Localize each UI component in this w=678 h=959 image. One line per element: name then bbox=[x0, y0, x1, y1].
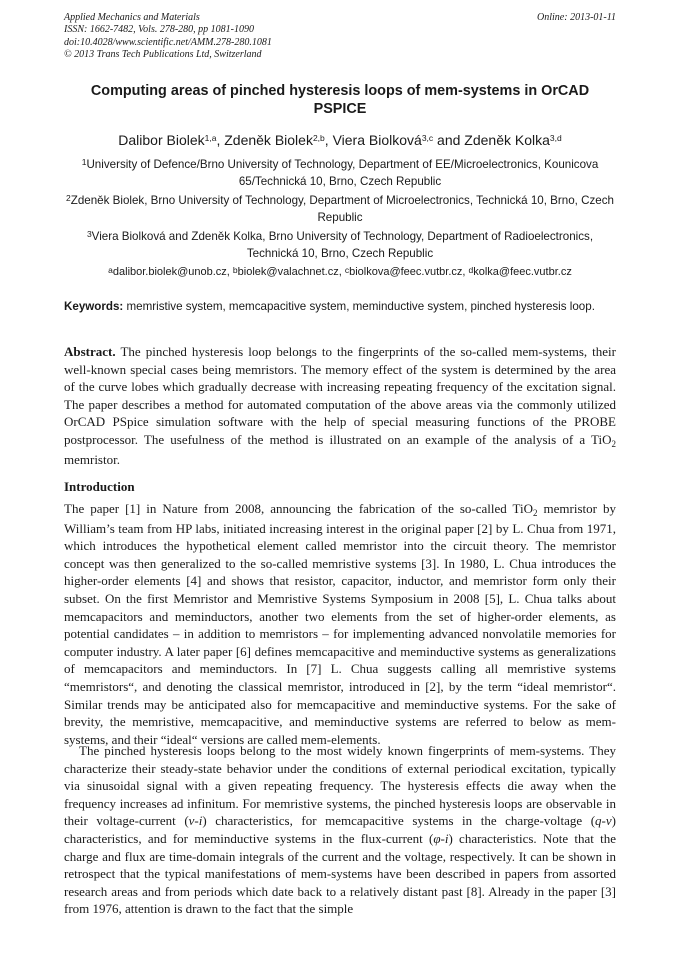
paragraph-text: ) characteristics. Note that the charge and flux are time-domain integrals of the current and the voltage, respectively. It can be shown in retrospect that the typical manifestations of mem-systems have been described in papers from assorted research areas and from periods which date back to a relatively distant past [8]. Already in the paper [3] from 1976, attention is drawn to the fact that the simple bbox=[64, 830, 616, 917]
math-qv: q-v bbox=[595, 813, 612, 829]
author-separator: , bbox=[216, 132, 225, 148]
keywords-text: memristive system, memcapacitive system, meminductive system, pinched hysteresis loop. bbox=[126, 300, 595, 313]
email-list: $^a$dalibor.biolek@unob.cz, $^b$biolek@valachnet.cz, $^c$biolkova@feec.vutbr.cz, $^d$kolka@feec.vutbr.cz bbox=[108, 265, 572, 278]
subscript: 2 bbox=[611, 438, 616, 449]
journal-doi: doi:10.4028/www.scientific.net/AMM.278-280.1081 bbox=[64, 36, 272, 48]
paragraph-text: ) characteristics, for memcapacitive systems in the charge-voltage ( bbox=[202, 813, 596, 829]
paragraph-text: ) characteristics, and for meminductive systems in the flux-current ( bbox=[64, 813, 616, 846]
affiliation-2 bbox=[64, 192, 616, 226]
email-link[interactable]: biolkova@feec.vutbr.cz bbox=[349, 266, 463, 278]
keywords bbox=[64, 298, 616, 315]
email-link[interactable]: kolka@feec.vutbr.cz bbox=[473, 266, 572, 278]
email-superscript: b bbox=[232, 265, 238, 275]
author-superscript: 2,b bbox=[312, 133, 325, 143]
intro-paragraph-1 bbox=[64, 500, 616, 748]
paragraph-text: The paper [1] in Nature from 2008, announcing the fabrication of the so-called TiO bbox=[64, 501, 534, 516]
intro-paragraph-2 bbox=[64, 742, 616, 918]
affiliation-text: Viera Biolková and Zdeněk Kolka, Brno University of Technology, Department of Radioelectronics, Technická 10, Brno, Czech Republic bbox=[91, 230, 594, 260]
keywords-label: Keywords: bbox=[64, 300, 124, 313]
journal-name: Applied Mechanics and Materials bbox=[64, 12, 200, 23]
math-phi-i: φ-i bbox=[433, 830, 449, 846]
author-superscript: 3,c bbox=[421, 133, 434, 143]
author-superscript: 3,d bbox=[549, 133, 562, 143]
author-separator: and bbox=[433, 132, 465, 148]
abstract-label: Abstract. bbox=[64, 344, 116, 359]
author-name: Zdeněk Biolek bbox=[224, 132, 313, 148]
subscript: 2 bbox=[533, 508, 538, 518]
abstract-text: The pinched hysteresis loop belongs to the fingerprints of the so-called mem-systems, their well-known special cases being memristors. The memory effect of the system is determined by the area of the curve lobes which gradually decrease with increasing repeating frequency of the excitation signal. The paper describes a method for automated computation of the above areas via the commonly utilized OrCAD PSpice simulation software with the help of special measuring functions of the PROBE postprocessor. The usefulness of the method is illustrated on an example of the analysis of a TiO bbox=[64, 344, 617, 447]
email-link[interactable]: biolek@valachnet.cz bbox=[237, 266, 339, 278]
journal-copyright: © 2013 Trans Tech Publications Ltd, Switzerland bbox=[64, 49, 262, 61]
affiliation-superscript: 2 bbox=[66, 193, 71, 203]
section-heading: Introduction bbox=[64, 479, 135, 494]
email-superscript: c bbox=[344, 265, 350, 275]
email-superscript: d bbox=[468, 265, 474, 275]
online-date: Online: 2013-01-11 bbox=[537, 12, 616, 23]
math-vi: v-i bbox=[188, 813, 203, 829]
affiliation-superscript: 1 bbox=[81, 157, 87, 167]
email-link[interactable]: dalibor.biolek@unob.cz bbox=[112, 266, 227, 278]
abstract bbox=[64, 343, 616, 468]
affiliation-text: Zdeněk Biolek, Brno University of Technology, Department of Microelectronics, Technická 10, Brno, Czech Republic bbox=[70, 194, 614, 224]
journal-header bbox=[64, 12, 616, 62]
author-list bbox=[64, 131, 616, 149]
journal-issn: ISSN: 1662-7482, Vols. 278-280, pp 1081-1090 bbox=[64, 24, 254, 36]
abstract-text-end: memristor. bbox=[64, 451, 120, 467]
affiliation-text: University of Defence/Brno University of Technology, Department of EE/Microelectronics, Kounicova 65/Technická 10, Brno, Czech Republic bbox=[86, 158, 599, 188]
author-name: Zdeněk Kolka bbox=[464, 132, 550, 148]
paper-title: Computing areas of pinched hysteresis loops of mem-systems in OrCAD PSPICE bbox=[90, 83, 590, 117]
affiliation-3 bbox=[64, 228, 616, 262]
email-superscript: a bbox=[108, 265, 113, 275]
author-separator: , bbox=[324, 132, 333, 148]
paragraph-text: memristor by William’s team from HP labs, initiated increasing interest in the original paper [2] by L. Chua from 1971, which introduces the hypothetical element called memristor into the circuit theory. The memristor concept was then generalized to the so-called memristive systems [3]. In 1980, L. Chua introduces the higher-order elements [4] and shows that resistor, capacitor, inductor, and memristor form only their subset. On the first Memristor and Memristive Systems Symposium in 2008 [5], L. Chua talks about memcapacitors and meminductors, another two elements from the set of higher-order elements, as potential candidates – in addition to memristors – for implementing advanced nonvolatile memories for computer industry. A later paper [6] defines memcapacitive and meminductive systems as generalizations of memcapacitors and meminductors. In [7] L. Chua suggests calling all memristive systems “memristors“, and denoting the classical memristor, introduced in [2], by the term “ideal memristor“. Similar trends may be anticipated also for memcapacitive and meminductive systems. For the sake of brevity, the memristive, memcapacitive, and meminductive systems are referred to below as mem-systems, and their “ideal“ versions are called mem-elements. bbox=[64, 501, 616, 747]
paragraph-text: The pinched hysteresis loops belong to the most widely known fingerprints of mem-systems. They characterize their steady-state behavior under the conditions of external periodical excitation, typically via sinusoidal signal with a given repeating frequency. The hysteresis effects die away when the frequency increases ad infinitum. For memristive systems, the pinched hysteresis loops are observable in their voltage-current ( bbox=[64, 743, 616, 829]
author-name: Viera Biolková bbox=[332, 132, 422, 148]
author-superscript: 1,a bbox=[204, 133, 217, 143]
author-name: Dalibor Biolek bbox=[118, 132, 205, 148]
affiliation-superscript: 3 bbox=[86, 229, 92, 239]
affiliation-1 bbox=[64, 156, 616, 190]
